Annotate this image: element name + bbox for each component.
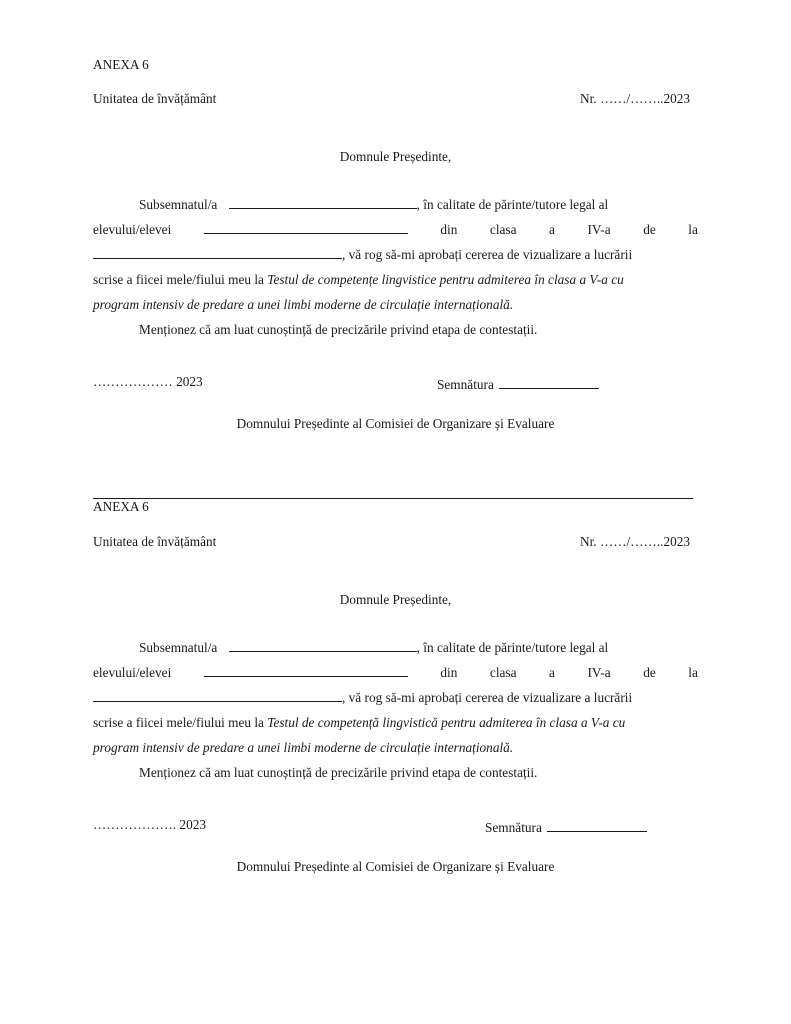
- student-name-blank[interactable]: [204, 218, 408, 234]
- salutation: Domnule Președinte,: [339, 592, 452, 607]
- signature-blank[interactable]: [499, 373, 599, 389]
- addressee-line: Domnului Președinte al Comisiei de Organizare și Evaluare: [236, 416, 555, 431]
- addressee-line: Domnului Președinte al Comisiei de Organizare și Evaluare: [236, 859, 555, 874]
- signature-blank[interactable]: [547, 816, 647, 832]
- salutation: Domnule Președinte,: [339, 149, 452, 164]
- parent-name-blank[interactable]: [229, 193, 417, 209]
- paragraph-line-5: program intensiv de predare a unei limbi moderne de circulație internațională.: [93, 740, 514, 755]
- student-name-blank[interactable]: [204, 661, 408, 677]
- paragraph-line-3: , vă rog să-mi aprobați cererea de vizualizare a lucrării: [93, 686, 698, 710]
- paragraph-line-2: elevului/elevei din clasa a IV-a de la: [93, 218, 698, 242]
- date-line: ……………… 2023: [93, 374, 203, 389]
- parent-name-blank[interactable]: [229, 636, 417, 652]
- school-unit-label: Unitatea de învățământ: [93, 91, 217, 106]
- annex-label: ANEXA 6: [93, 57, 149, 72]
- cut-line-divider: [93, 498, 693, 499]
- paragraph-line-1: Subsemnatul/a , în calitate de părinte/tutore legal al: [139, 193, 698, 217]
- school-name-blank[interactable]: [93, 686, 342, 702]
- paragraph-line-1: Subsemnatul/a , în calitate de părinte/tutore legal al: [139, 636, 698, 660]
- school-name-blank[interactable]: [93, 243, 342, 259]
- mention-line: Menționez că am luat cunoștință de precizările privind etapa de contestații.: [139, 765, 538, 780]
- paragraph-line-3: , vă rog să-mi aprobați cererea de vizualizare a lucrării: [93, 243, 698, 267]
- registration-number: Nr. ……/……..2023: [580, 534, 691, 549]
- signature-field: Semnătura: [485, 816, 647, 837]
- annex-label: ANEXA 6: [93, 499, 149, 514]
- paragraph-line-4: scrise a fiicei mele/fiului meu la Testul de competență lingvistică pentru admiterea în clasa a V-a cu: [93, 715, 626, 730]
- paragraph-line-4: scrise a fiicei mele/fiului meu la Testul de competențe lingvistice pentru admiterea în clasa a V-a cu: [93, 272, 624, 287]
- signature-field: Semnătura: [437, 373, 599, 394]
- registration-number: Nr. ……/……..2023: [580, 91, 691, 106]
- school-unit-label: Unitatea de învățământ: [93, 534, 217, 549]
- paragraph-line-5: program intensiv de predare a unei limbi moderne de circulație internațională.: [93, 297, 514, 312]
- date-line: ………………. 2023: [93, 817, 207, 832]
- mention-line: Menționez că am luat cunoștință de precizările privind etapa de contestații.: [139, 322, 538, 337]
- paragraph-line-2: elevului/elevei din clasa a IV-a de la: [93, 661, 698, 685]
